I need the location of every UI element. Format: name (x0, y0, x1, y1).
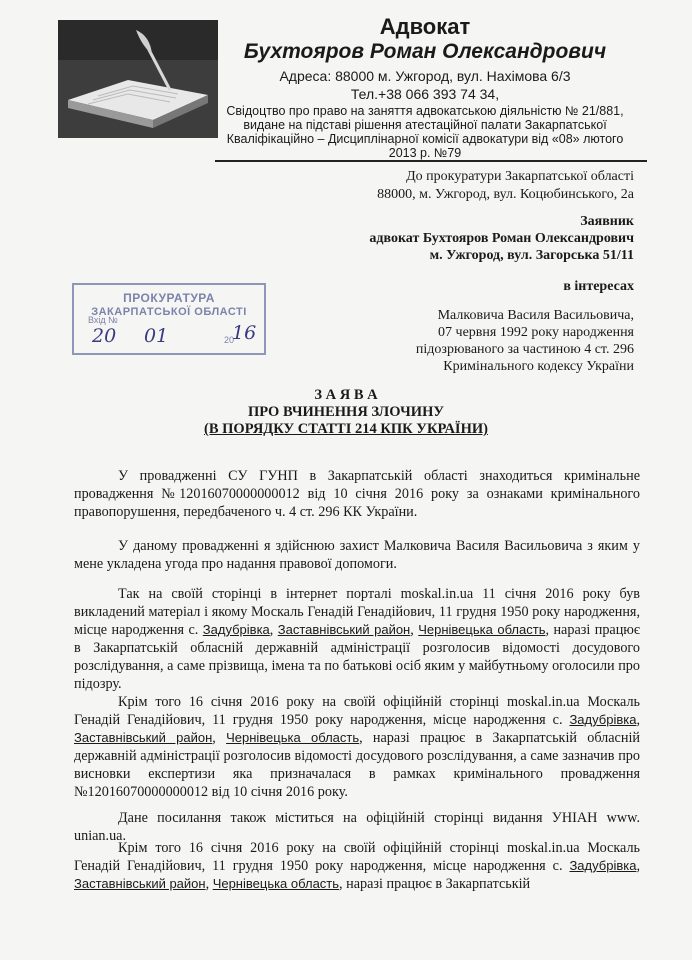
handwritten-month: 01 (144, 325, 169, 347)
p3-end: , наразі працює в Закарпатській обласній державній адміністрації розголосив відомості досудового розслідування, а саме прізвища, імена та по батькові осіб яким у майбутньому оголосили про підозру. (74, 622, 640, 692)
paragraph-1: У провадженні СУ ГУНП в Закарпатській області знаходиться кримінальне провадження №12016070000000012 від 10 січня 2016 року за ознаками кримінального правопорушення, передбаченого ч. 4 ст. 296 КК України. (74, 468, 640, 520)
interests-label: в інтересах (563, 279, 634, 294)
handwritten-day: 20 (92, 325, 117, 347)
applicant-name: адвокат Бухтояров Роман Олександрович (369, 231, 634, 246)
place-village: Задубрівка (202, 622, 270, 637)
certificate-line-4: 2013 р. №79 (388, 146, 462, 160)
certificate-line-3: Кваліфікаційно – Дисциплінарної комісії адвокатури від «08» лютого (226, 132, 624, 146)
applicant-address: м. Ужгород, вул. Загорська 51/11 (429, 248, 634, 263)
header-divider (215, 160, 647, 162)
place-region: Чернівецька область (226, 730, 360, 745)
p4-start: Крім того 16 січня 2016 року на своїй офіційній сторінці moskal.in.ua Москаль Генадій Генадійович, 11 грудня 1950 року народження, місце народження с. (74, 694, 640, 728)
paragraph-5: Дане посилання також міститься на офіційній сторінці видання УНІАН www. unian.ua. (74, 810, 640, 844)
document-article: (В ПОРЯДКУ СТАТТІ 214 КПК УКРАЇНИ) (204, 421, 488, 437)
stamp-year-prefix: 20 (224, 335, 235, 345)
handwritten-year: 16 (232, 322, 257, 344)
p6-end: , наразі працює в Закарпатській (339, 876, 531, 892)
place-district: Заставнівський район (74, 876, 206, 891)
paragraph-4: Крім того 16 січня 2016 року на своїй офіційній сторінці moskal.in.ua Москаль Генадій Генадійович, 11 грудня 1950 року народження, місце народження с. Задубрівка, Заставнівський район, Чернівецька область, наразі працює в Закарпатській обласній державній адміністрації розголосив відомості досудового розслідування, а саме зазначив про висновки експертизи яка призначалася в рамках кримінального провадження №12016070000000012 від 10 січня 2016 року. (74, 694, 640, 800)
certificate-line-2: видане на підставі рішення атестаційної палати Закарпатської (243, 118, 607, 132)
document-subtitle: ПРО ВЧИНЕННЯ ЗЛОЧИНУ (247, 404, 444, 420)
header-phone: Тел.+38 066 393 74 34, (350, 86, 500, 102)
place-region: Чернівецька область (418, 622, 546, 637)
place-region: Чернівецька область (212, 876, 340, 891)
certificate-line-1: Свідоцтво про право на заняття адвокатською діяльністю № 21/881, (226, 104, 624, 118)
place-village: Задубрівка (569, 712, 637, 727)
place-district: Заставнівський район (74, 730, 213, 745)
place-village: Задубрівка (569, 858, 637, 873)
header-lawyer-name: Бухтояров Роман Олександрович (243, 40, 607, 63)
document-title: З А Я В А (314, 387, 378, 403)
applicant-label: Заявник (580, 214, 634, 229)
paragraph-6: Крім того 16 січня 2016 року на своїй офіційній сторінці moskal.in.ua Москаль Генадій Генадійович, 11 грудня 1950 року народження, місце народження с. Задубрівка, Заставнівський район, Чернівецька область, наразі працює в Закарпатській (74, 840, 640, 892)
place-district: Заставнівський район (277, 622, 411, 637)
client-suspicion: підозрюваного за частиною 4 ст. 296 (415, 342, 634, 357)
stamp-line-1: ПРОКУРАТУРА (123, 291, 215, 305)
recipient-line-2: 88000, м. Ужгород, вул. Коцюбинського, 2а (377, 187, 634, 202)
header-certificate (205, 104, 645, 160)
lawyer-logo-image (58, 20, 218, 138)
p3-start: Так на своїй сторінці в інтернет порталі moskal.in.ua 11 січня 2016 року був викладений матеріал і якому Москаль Генадій Генадійович, 11 грудня 1950 року народження, місце народження с. (74, 586, 640, 638)
client-name: Малковича Василя Васильовича, (437, 308, 634, 323)
p6-start: Крім того 16 січня 2016 року на своїй офіційній сторінці moskal.in.ua Москаль Генадій Генадійович, 11 грудня 1950 року народження, місце народження с. (74, 840, 640, 874)
header-address: Адреса: 88000 м. Ужгород, вул. Нахімова 6/3 (279, 68, 571, 84)
recipient-line-1: До прокуратури Закарпатської області (406, 169, 634, 184)
paragraph-3: Так на своїй сторінці в інтернет порталі moskal.in.ua 11 січня 2016 року був викладений матеріал і якому Москаль Генадій Генадійович, 11 грудня 1950 року народження, місце народження с. Задубрівка, Заставнівський район, Чернівецька область, наразі працює в Закарпатській обласній державній адміністрації розголосив відомості досудового розслідування, а саме прізвища, імена та по батькові осіб яким у майбутньому оголосили про підозру. (74, 586, 640, 692)
stamp-entry-label: Вхід № (88, 315, 118, 325)
header-title: Адвокат (379, 14, 471, 39)
client-birth: 07 червня 1992 року народження (438, 325, 634, 340)
stamp-line-2: ЗАКАРПАТСЬКОЇ ОБЛАСТІ (91, 306, 247, 318)
p4-end: , наразі працює в Закарпатській обласній державній адміністрації розголосив відомості досудового розслідування, а саме зазначив про висновки експертизи яка призначалася в рамках кримінального провадження №12016070000000012 від 10 січня 2016 року. (74, 730, 640, 800)
paragraph-2: У даному провадженні я здійснюю захист Малковича Василя Васильовича з яким у мене укладена угода про надання правової допомоги. (74, 538, 640, 572)
client-code: Кримінального кодексу України (443, 359, 634, 374)
